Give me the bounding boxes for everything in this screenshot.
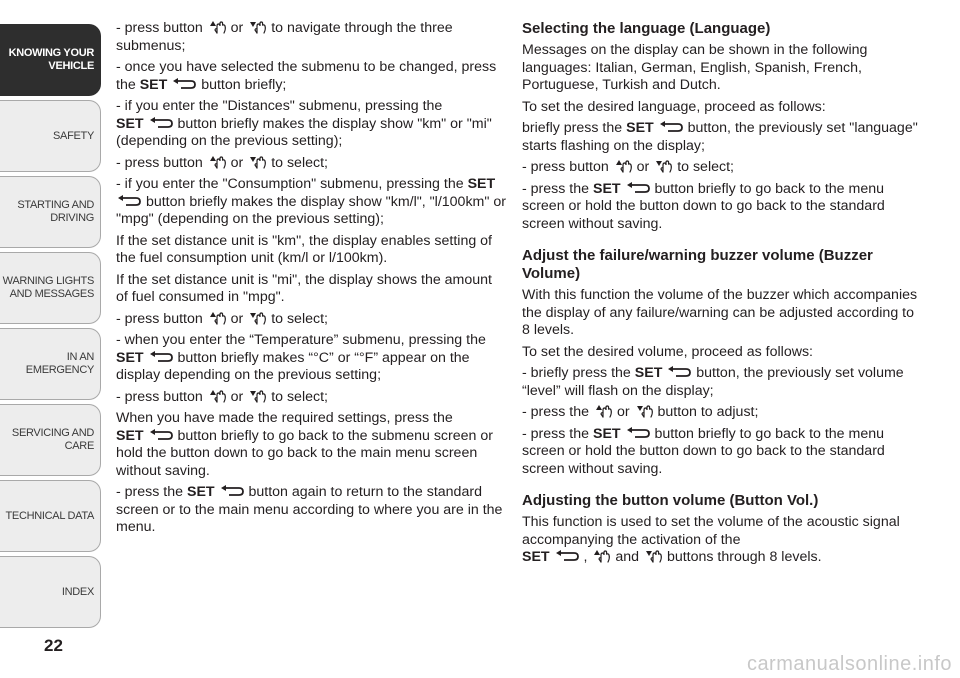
right-column bbox=[522, 20, 918, 571]
down-arrow-hand-icon bbox=[247, 20, 267, 34]
return-arrow-icon bbox=[625, 181, 651, 195]
section-heading-button-volume: Adjusting the button volume (Button Vol.) bbox=[522, 492, 819, 509]
paragraph: - once you have selected the submenu to be changed, press the SET button briefly; bbox=[116, 59, 497, 93]
return-arrow-icon bbox=[219, 484, 245, 498]
tab-index[interactable]: INDEX bbox=[0, 556, 101, 628]
left-column bbox=[116, 20, 506, 541]
paragraph: - when you enter the “Temperature” submenu, pressing the SET button briefly makes “°C” or “°F” appear on the display depending on the previous setting; bbox=[116, 332, 486, 383]
paragraph: briefly press the SET button, the previously set "language" starts flashing on the display; bbox=[522, 120, 918, 154]
up-arrow-hand-icon bbox=[593, 404, 613, 418]
return-arrow-icon bbox=[116, 194, 142, 208]
watermark: carmanualsonline.info bbox=[746, 653, 952, 675]
return-arrow-icon bbox=[666, 365, 692, 379]
paragraph: - press button or to select; bbox=[116, 388, 328, 405]
tab-servicing-and-care[interactable]: SERVICING AND CARE bbox=[0, 404, 101, 476]
section-heading-language: Selecting the language (Language) bbox=[522, 20, 771, 37]
return-arrow-icon bbox=[625, 426, 651, 440]
return-arrow-icon bbox=[554, 549, 580, 563]
tab-knowing-your-vehicle[interactable]: KNOWING YOUR VEHICLE bbox=[0, 24, 101, 96]
tab-safety[interactable]: SAFETY bbox=[0, 100, 101, 172]
down-arrow-hand-icon bbox=[634, 404, 654, 418]
paragraph: To set the desired language, proceed as follows: bbox=[522, 98, 826, 115]
tab-starting-and-driving[interactable]: STARTING AND DRIVING bbox=[0, 176, 101, 248]
page-number: 22 bbox=[44, 636, 63, 655]
paragraph: To set the desired volume, proceed as follows: bbox=[522, 343, 813, 360]
paragraph: - if you enter the "Distances" submenu, pressing the SET button briefly makes the display show "km" or "mi" (depending on the previous setting); bbox=[116, 98, 492, 149]
return-arrow-icon bbox=[658, 120, 684, 134]
up-arrow-hand-icon bbox=[207, 311, 227, 325]
paragraph: This function is used to set the volume of the acoustic signal accompanying the activation of the SET , and buttons through 8 levels. bbox=[522, 514, 900, 565]
paragraph: - press the SET button briefly to go back to the menu screen or hold the button down to go back to the standard screen without saving. bbox=[522, 425, 885, 477]
tab-warning-lights[interactable]: WARNING LIGHTS AND MESSAGES bbox=[0, 252, 101, 324]
paragraph: - press button or to select; bbox=[116, 154, 328, 171]
paragraph: - press the SET button briefly to go back to the menu screen or hold the button down to go back to the standard screen without saving. bbox=[522, 180, 885, 232]
paragraph: - press button or to select; bbox=[116, 310, 328, 327]
return-arrow-icon bbox=[148, 428, 174, 442]
paragraph: - press the or button to adjust; bbox=[522, 404, 759, 420]
up-arrow-hand-icon bbox=[207, 389, 227, 403]
return-arrow-icon bbox=[148, 350, 174, 364]
up-arrow-hand-icon bbox=[591, 549, 611, 563]
paragraph: - briefly press the SET button, the previously set volume “level” will flash on the display; bbox=[522, 365, 904, 399]
paragraph: If the set distance unit is "mi", the display shows the amount of fuel consumed in "mpg". bbox=[116, 271, 492, 305]
paragraph: With this function the volume of the buzzer which accompanies the display of any failure/warning can be adjusted according to 8 levels. bbox=[522, 287, 918, 338]
up-arrow-hand-icon bbox=[207, 155, 227, 169]
paragraph: If the set distance unit is "km", the display enables setting of the fuel consumption unit (km/l or l/100km). bbox=[116, 232, 492, 266]
section-heading-buzzer: Adjust the failure/warning buzzer volume (Buzzer Volume) bbox=[522, 247, 873, 282]
down-arrow-hand-icon bbox=[653, 159, 673, 173]
down-arrow-hand-icon bbox=[247, 389, 267, 403]
paragraph: - press button or to select; bbox=[522, 159, 734, 175]
paragraph: Messages on the display can be shown in the following languages: Italian, German, English, Spanish, French, Portuguese, Turkish and Dutch. bbox=[522, 42, 868, 93]
paragraph: - press the SET button again to return to the standard screen or to the main menu according to where you are in the menu. bbox=[116, 484, 503, 535]
tab-technical-data[interactable]: TECHNICAL DATA bbox=[0, 480, 101, 552]
paragraph: - if you enter the "Consumption" submenu, pressing the SET button briefly makes the display show "km/l", "l/100km" or "mpg" (depending on the previous setting); bbox=[116, 176, 506, 227]
return-arrow-icon bbox=[148, 116, 174, 130]
up-arrow-hand-icon bbox=[207, 20, 227, 34]
return-arrow-icon bbox=[171, 77, 197, 91]
paragraph: When you have made the required settings, press the SET button briefly to go back to the submenu screen or hold the button down to go back to the main menu screen without saving. bbox=[116, 410, 493, 479]
down-arrow-hand-icon bbox=[643, 549, 663, 563]
down-arrow-hand-icon bbox=[247, 311, 267, 325]
paragraph: - press button or to navigate through the three submenus; bbox=[116, 20, 453, 54]
down-arrow-hand-icon bbox=[247, 155, 267, 169]
up-arrow-hand-icon bbox=[613, 159, 633, 173]
tab-in-an-emergency[interactable]: IN AN EMERGENCY bbox=[0, 328, 101, 400]
